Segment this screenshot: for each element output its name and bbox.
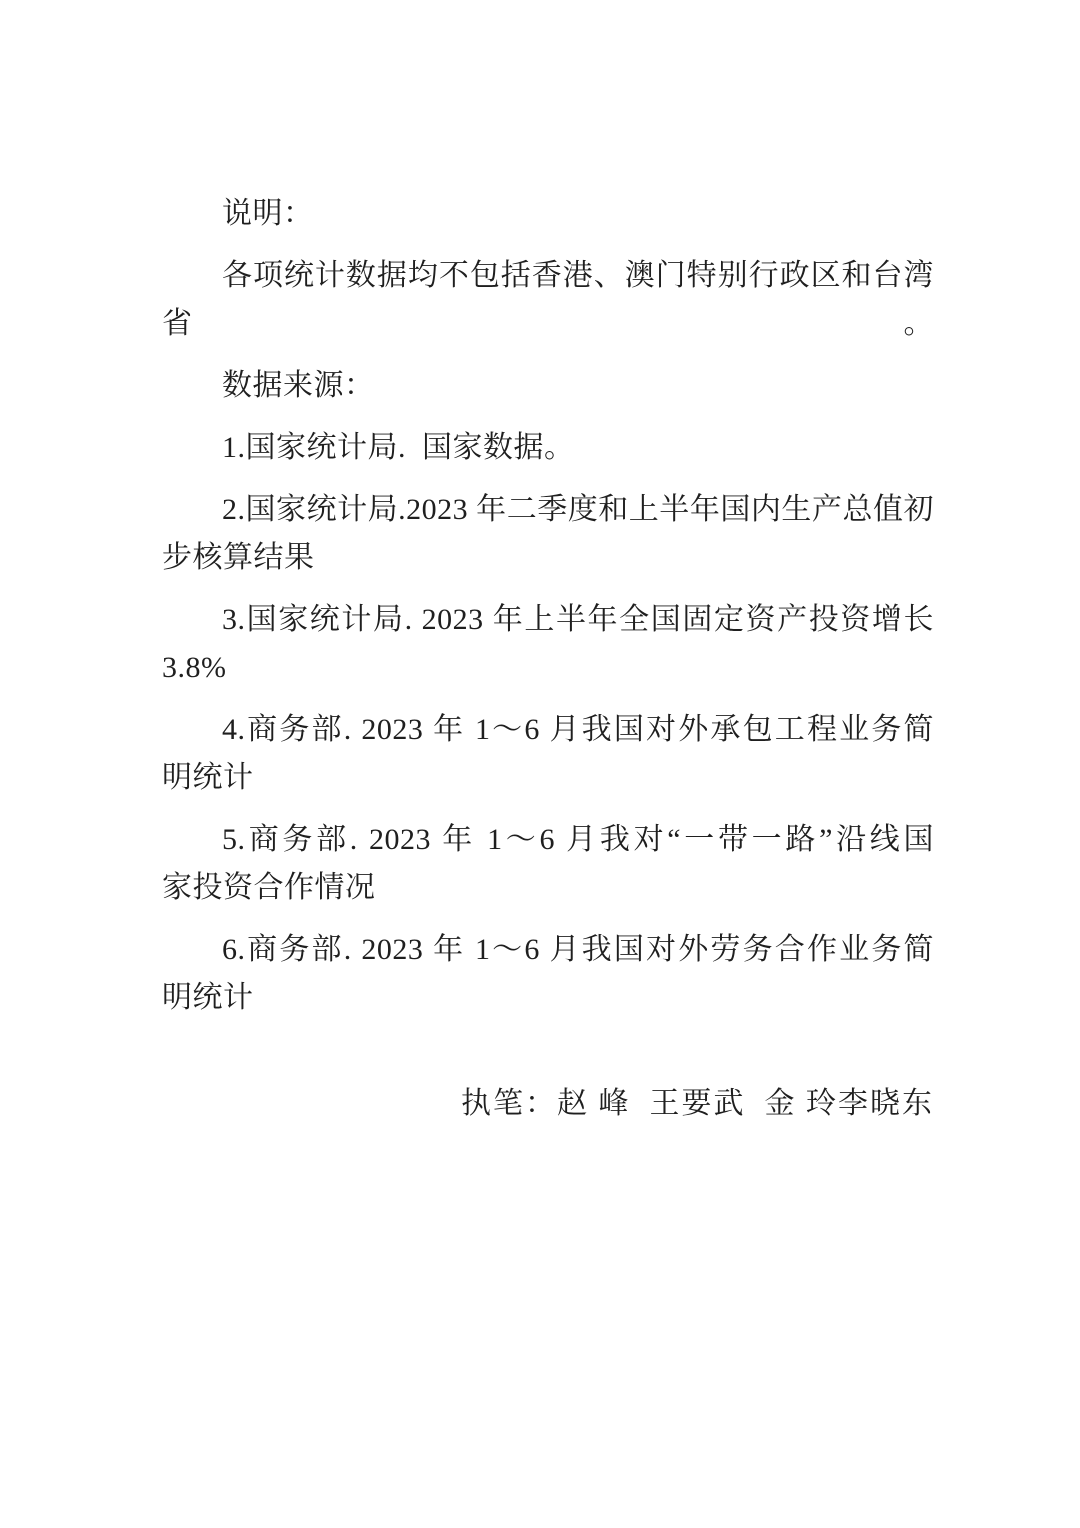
source-item-2-line-2: 步核算结果 <box>162 541 315 574</box>
note-heading-paragraph <box>162 190 934 238</box>
source-item-2-line-1: 2.国家统计局.2023 年二季度和上半年国内生产总值初 <box>222 493 934 526</box>
source-item-3-line-2: 3.8% <box>162 651 227 684</box>
note-heading: 说明： <box>222 197 314 230</box>
source-item-3-line-1: 3.国家统计局. 2023 年上半年全国固定资产投资增长 <box>222 603 934 636</box>
source-item-5 <box>162 816 934 912</box>
note-statement: 各项统计数据均不包括香港、澳门特别行政区和台湾省。 <box>162 259 934 340</box>
note-statement-paragraph <box>162 252 934 348</box>
source-item-5-line-1: 5.商务部. 2023 年 1～6 月我对“一带一路”沿线国 <box>222 823 934 856</box>
source-item-4-line-1: 4.商务部. 2023 年 1～6 月我国对外承包工程业务简 <box>222 713 934 746</box>
sources-heading-paragraph <box>162 362 934 410</box>
source-item-2 <box>162 486 934 582</box>
notes-section <box>162 190 934 1022</box>
source-item-1-line-1: 1.国家统计局. 国家数据。 <box>222 431 575 464</box>
source-item-3 <box>162 596 934 692</box>
source-item-1 <box>162 424 934 472</box>
source-item-6 <box>162 926 934 1022</box>
source-item-4 <box>162 706 934 802</box>
source-item-6-line-2: 明统计 <box>162 981 254 1014</box>
source-item-6-line-1: 6.商务部. 2023 年 1～6 月我国对外劳务合作业务简 <box>222 933 934 966</box>
sources-heading: 数据来源： <box>222 369 375 402</box>
authors-line: 执笔：赵 峰 王要武 金 玲李晓东 <box>461 1087 934 1120</box>
source-item-5-line-2: 家投资合作情况 <box>162 871 376 904</box>
source-item-4-line-2: 明统计 <box>162 761 254 794</box>
